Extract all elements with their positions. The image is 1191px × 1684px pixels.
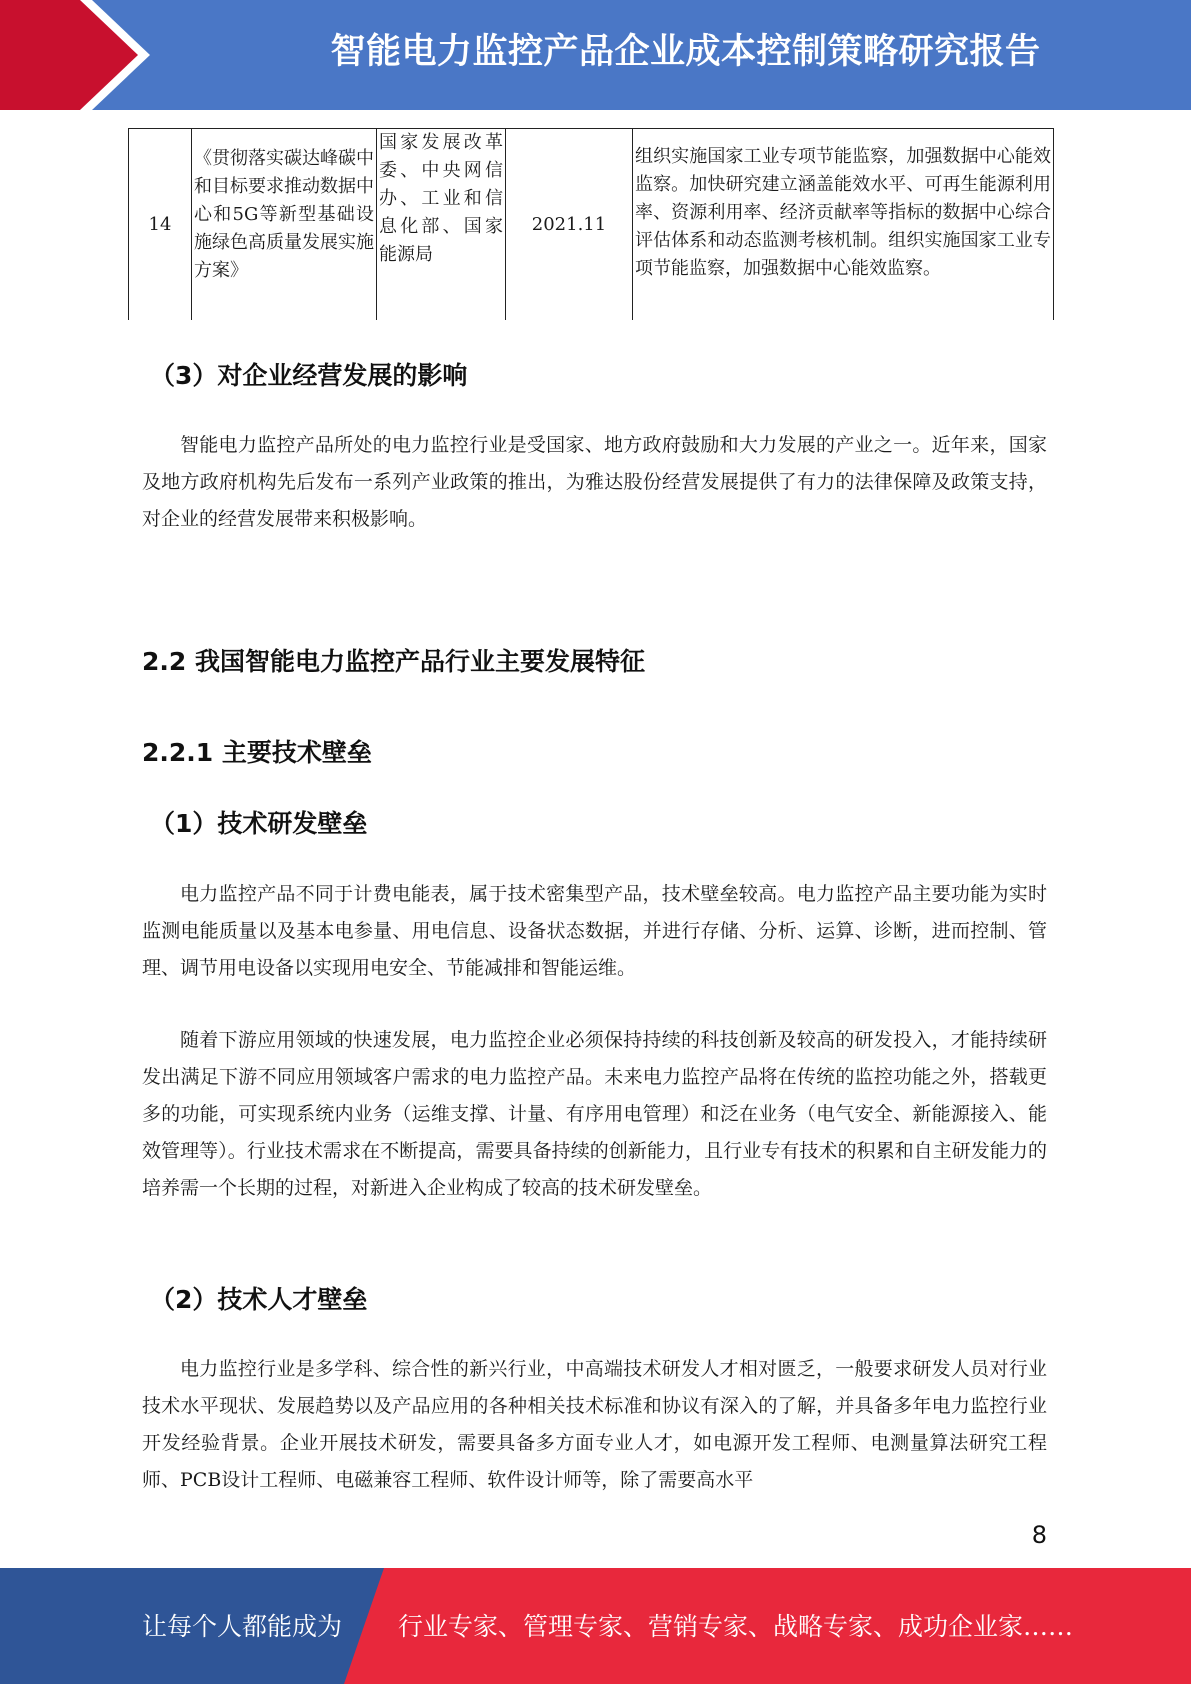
policy-name: 《贯彻落实碳达峰碳中和目标要求推动数据中心和5G等新型基础设施绿色高质量发展实施方案》: [192, 129, 377, 321]
section-heading-impact: （3）对企业经营发展的影响: [150, 361, 468, 390]
page-number: 8: [1031, 1521, 1047, 1549]
paragraph-talent-barrier: 电力监控行业是多学科、综合性的新兴行业，中高端技术研发人才相对匮乏，一般要求研发人员对行业技术水平现状、发展趋势以及产品应用的各种相关技术标准和协议有深入的了解，并具备多年电力监控行业开发经验背景。企业开展技术研发，需要具备多方面专业人才，如电源开发工程师、电测量算法研究工程师、PCB设计工程师、电磁兼容工程师、软件设计师等，除了需要高水平: [142, 1358, 1047, 1491]
paragraph-impact: 智能电力监控产品所处的电力监控行业是受国家、地方政府鼓励和大力发展的产业之一。近年来，国家及地方政府机构先后发布一系列产业政策的推出，为雅达股份经营发展提供了有力的法律保障及政策支持，对企业的经营发展带来积极影响。: [142, 434, 1047, 530]
section-heading-rd-barrier: （1）技术研发壁垒: [150, 809, 368, 838]
row-number: 14: [129, 129, 192, 321]
section-heading-2-2-1: 2.2.1 主要技术壁垒: [142, 738, 372, 767]
header-red-arrow-decoration: [0, 0, 150, 110]
page-footer: [0, 1568, 1191, 1684]
section-heading-2-2: 2.2 我国智能电力监控产品行业主要发展特征: [142, 647, 645, 676]
paragraph-rd-barrier-1: 电力监控产品不同于计费电能表，属于技术密集型产品，技术壁垒较高。电力监控产品主要功能为实时监测电能质量以及基本电参量、用电信息、设备状态数据，并进行存储、分析、运算、诊断，进而控制、管理、调节用电设备以实现用电安全、节能减排和智能运维。: [142, 883, 1047, 979]
footer-slogan-right: 行业专家、管理专家、营销专家、战略专家、成功企业家……: [398, 1612, 1074, 1641]
policy-table: [128, 128, 1054, 320]
policy-date: 2021.11: [506, 129, 633, 321]
report-title: 智能电力监控产品企业成本控制策略研究报告: [330, 32, 1041, 72]
policy-issuer: 国家发展改革委、中央网信办、工业和信息化部、国家能源局: [377, 129, 506, 321]
footer-slogan-left: 让每个人都能成为: [142, 1612, 343, 1641]
policy-content: 组织实施国家工业专项节能监察，加强数据中心能效监察。加快研究建立涵盖能效水平、可再生能源利用率、资源利用率、经济贡献率等指标的数据中心综合评估体系和动态监测考核机制。组织实施国家工业专项节能监察，加强数据中心能效监察。: [633, 129, 1054, 321]
table-row: [129, 129, 1054, 321]
paragraph-rd-barrier-2: 随着下游应用领域的快速发展，电力监控企业必须保持持续的科技创新及较高的研发投入，才能持续研发出满足下游不同应用领域客户需求的电力监控产品。未来电力监控产品将在传统的监控功能之外，搭载更多的功能，可实现系统内业务（运维支撑、计量、有序用电管理）和泛在业务（电气安全、新能源接入、能效管理等）。行业技术需求在不断提高，需要具备持续的创新能力，且行业专有技术的积累和自主研发能力的培养需一个长期的过程，对新进入企业构成了较高的技术研发壁垒。: [142, 1029, 1047, 1199]
page-header: [0, 0, 1191, 110]
section-heading-talent-barrier: （2）技术人才壁垒: [150, 1285, 368, 1314]
